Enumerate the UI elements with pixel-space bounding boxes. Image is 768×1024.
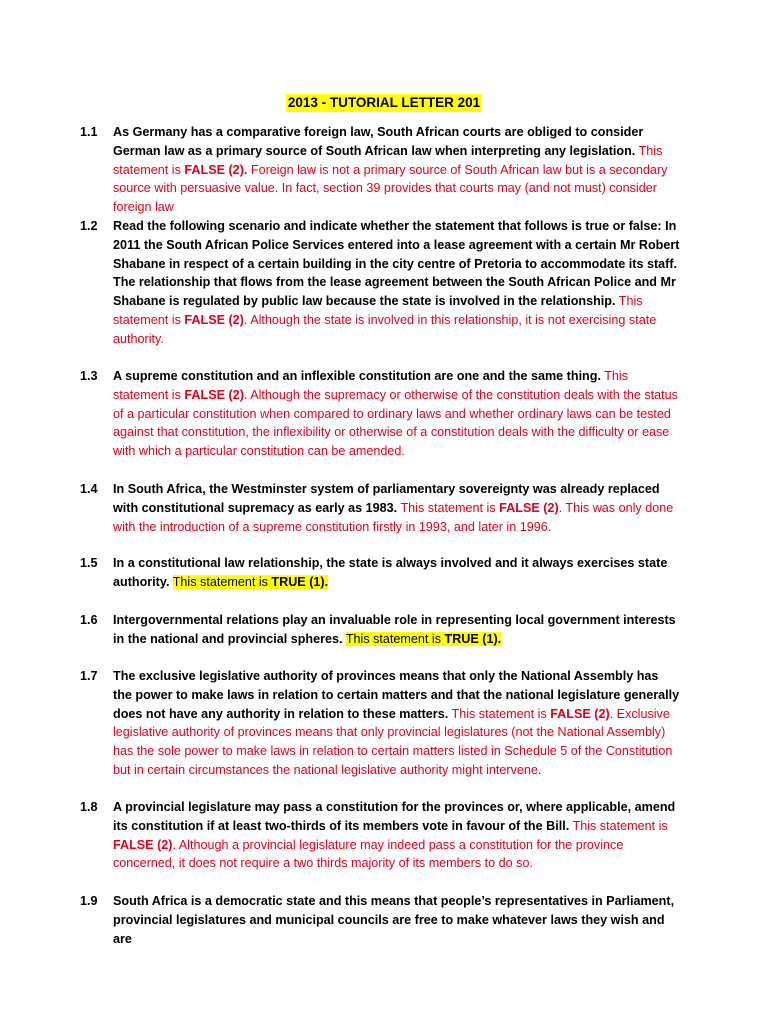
question-body [113,554,680,592]
question-statement: Read the following scenario and indicate whether the statement that follows is true or false: In 2011 the South African Police Services entered into a lease agreement with a certain Mr Robert Shabane in respect of a certain building in the city centre of Pretoria to accommodate its staff. The relationship that flows from the lease agreement between the South African Police and Mr Shabane is regulated by public law because the state is involved in the relationship. [113,219,680,309]
question-body [113,798,680,873]
question-body [113,892,680,948]
answer-explanation: . Although the supremacy or otherwise of the constitution deals with the status of a particular constitution when compared to ordinary laws and whether ordinary laws can be tested against that constitution, the inflexibility or otherwise of a constitution deals with the difficulty or ease with which a particular constitution can be amended. [113,387,678,459]
answer-verdict: TRUE (1). [444,631,502,646]
answer-verdict: FALSE (2). [184,162,248,177]
answer-verdict: FALSE (2) [113,837,173,852]
question-body [113,123,680,217]
answer-verdict: FALSE (2) [184,312,244,327]
answer-verdict: FALSE (2) [550,706,610,721]
answer-verdict: FALSE (2) [184,387,244,402]
question-number: 1.9 [80,894,98,908]
question-1-9 [80,892,680,948]
question-body [113,480,680,536]
question-1-6 [80,611,680,649]
question-statement: Intergovernmental relations play an invaluable role in representing local government interests in the national and provincial spheres. [113,613,676,646]
question-1-1 [80,123,680,217]
question-statement: In a constitutional law relationship, the state is always involved and it always exercises state authority. [113,556,668,589]
question-number: 1.6 [80,613,98,627]
question-statement: A supreme constitution and an inflexible constitution are one and the same thing. [113,369,601,383]
answer-prefix: This statement is [451,706,547,721]
question-body [113,367,680,461]
question-1-5 [80,554,680,592]
answer-prefix: This statement is [572,818,668,833]
question-1-4 [80,480,680,536]
answer-verdict: FALSE (2) [499,500,559,515]
question-statement: As Germany has a comparative foreign law, South African courts are obliged to consider German law as a primary source of South African law when interpreting any legislation. [113,125,644,158]
answer-prefix: This statement is [345,631,442,646]
question-1-2 [80,217,680,349]
question-statement: South Africa is a democratic state and this means that people’s representatives in Parliament, provincial legislatures and municipal councils are free to make whatever laws they wish and are [113,894,675,946]
answer-explanation: . Although the state is involved in this relationship, it is not exercising state authority. [113,312,657,346]
question-1-7 [80,667,680,780]
question-body [113,667,680,780]
question-statement: The exclusive legislative authority of provinces means that only the National Assembly has the power to make laws in relation to certain matters and that the national legislature generally does not have any authority in relation to these matters. [113,669,680,721]
question-number: 1.4 [80,482,98,496]
answer-explanation: . Exclusive legislative authority of provinces means that only provincial legislatures (not the National Assembly) has the sole power to make laws in relation to certain matters listed in Schedule 5 of the Constitution but in certain circumstances the national legislative authority might intervene. [113,706,673,777]
question-1-8 [80,798,680,873]
question-number: 1.7 [80,669,98,683]
answer-explanation: Foreign law is not a primary source of South African law but is a secondary source with persuasive value. In fact, section 39 provides that courts may (and not must) consider foreign law [113,162,668,215]
question-number: 1.5 [80,556,98,570]
answer-prefix: This statement is [113,294,643,327]
question-number: 1.8 [80,800,98,814]
question-number: 1.1 [80,125,98,139]
question-statement: In South Africa, the Westminster system of parliamentary sovereignty was already replaced with constitutional supremacy as early as 1983. [113,482,660,515]
question-body [113,611,680,649]
answer-prefix: This statement is [172,574,268,589]
answer-verdict: TRUE (1). [271,574,329,589]
document-title: 2013 - TUTORIAL LETTER 201 [287,95,481,110]
question-number: 1.2 [80,219,98,233]
answer-explanation: . Although a provincial legislature may indeed pass a constitution for the province concerned, it does not require a two thirds majority of its members to do so. [113,837,624,871]
answer-prefix: This statement is [113,143,663,177]
question-body [113,217,680,349]
answer-highlighted [173,575,328,589]
title-row [0,94,768,112]
answer-highlighted [346,632,501,646]
answer-prefix: This statement is [400,500,496,515]
question-1-3 [80,367,680,461]
question-statement: A provincial legislature may pass a constitution for the provinces or, where applicable, amend its constitution if at least two-thirds of its members vote in favour of the Bill. [113,800,676,833]
answer-prefix: This statement is [113,369,629,402]
answer-explanation: . This was only done with the introduction of a supreme constitution firstly in 1993, and later in 1996. [113,500,674,534]
question-number: 1.3 [80,369,98,383]
